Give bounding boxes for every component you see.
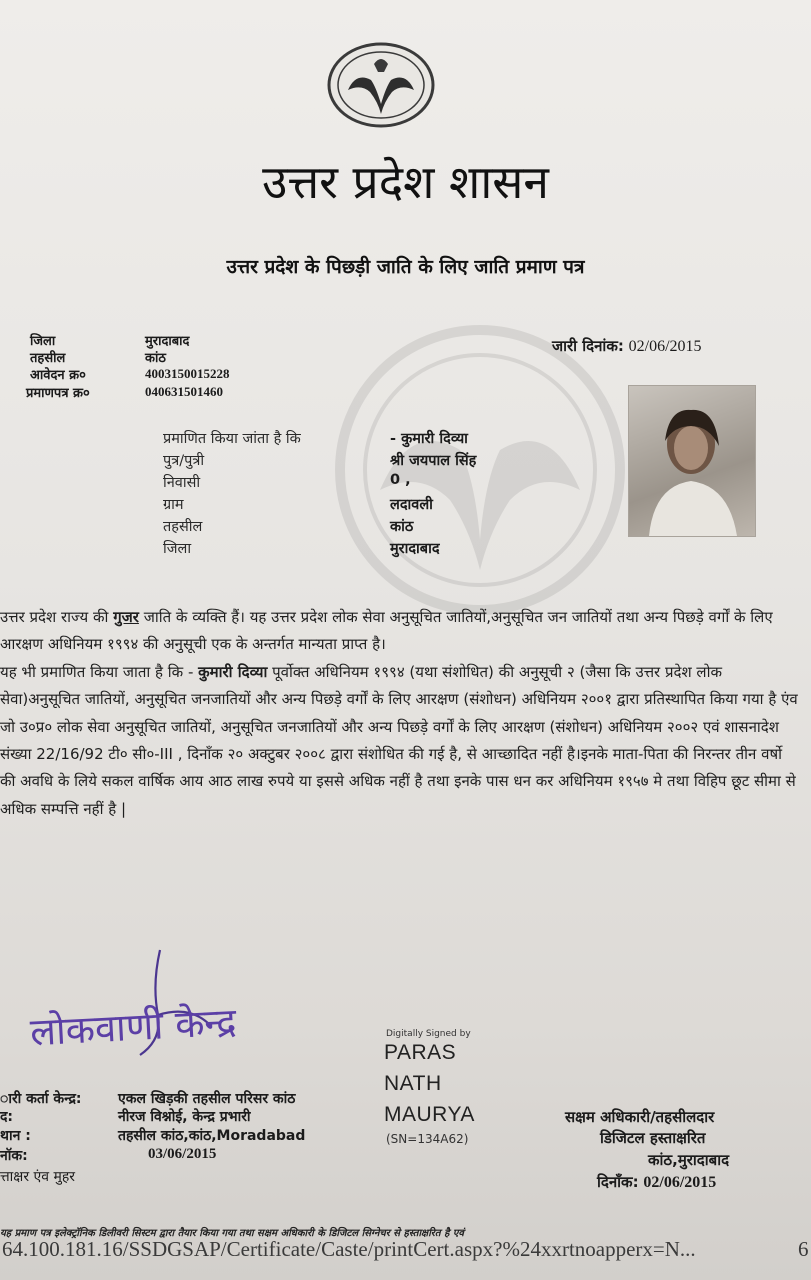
certificate-label: प्रमाणपत्र क्र०	[26, 386, 90, 401]
detail-tehsil-value: कांठ	[390, 519, 414, 535]
digital-sign-caption: Digitally Signed by	[386, 1029, 471, 1039]
parent-label: पुत्र/पुत्री	[163, 453, 205, 469]
authority-place: कांठ,मुरादाबाद	[648, 1151, 730, 1169]
certificate-subtitle: उत्तर प्रदेश के पिछड़ी जाति के लिए जाति प्रमाण पत्र	[226, 256, 585, 278]
authority-signed: डिजिटल हस्ताक्षरित	[600, 1129, 706, 1147]
date-value: 03/06/2015	[148, 1146, 217, 1162]
detail-district-value: मुरादाबाद	[390, 541, 440, 557]
officer-label: द:	[0, 1109, 14, 1125]
page-fragment: 6	[798, 1237, 809, 1261]
signer-name-3: MAURYA	[384, 1103, 475, 1126]
place-label: थान :	[0, 1128, 31, 1144]
center-label: ारी कर्ता केन्द्र:	[0, 1091, 82, 1107]
footer-note: यह प्रमाण पत्र इलेक्ट्रॉनिक डिलीवरी सिस्टम द्वारा तैयार किया गया तथा सक्षम अधिकारी के डिजिटल सिग्नेचर से हस्ताक्षरित है एवं	[0, 1228, 464, 1239]
authority-title: सक्षम अधिकारी/तहसीलदार	[565, 1108, 715, 1126]
application-label: आवेदन क्र०	[30, 368, 86, 383]
issue-date-value: 02/06/2015	[628, 338, 702, 355]
certified-label: प्रमाणित किया जांता है कि	[163, 431, 301, 447]
tehsil-value: कांठ	[145, 351, 166, 366]
paragraph-text: उत्तर प्रदेश राज्य की	[0, 608, 114, 626]
district-value: मुरादाबाद	[145, 334, 190, 349]
signer-name-2: NATH	[384, 1072, 442, 1095]
up-emblem-icon	[326, 42, 436, 128]
signer-name-1: PARAS	[384, 1041, 457, 1064]
issue-date	[552, 336, 702, 356]
resident-value: 0 ,	[390, 472, 411, 488]
signature-label: त्ताक्षर एंव मुहर	[0, 1169, 76, 1185]
village-label: ग्राम	[163, 497, 184, 513]
paragraph-caste	[0, 604, 800, 659]
authority-date-value: 02/06/2015	[643, 1174, 717, 1191]
paragraph-text: जाति के व्यक्ति हैं। यह उत्तर प्रदेश लोक सेवा अनुसूचित जातियों,अनुसूचित जन जातियों तथा अन्य पिछड़े वर्गों के लिए आरक्षण अधिनियम १९९४ की अनुसूची एक के अन्तर्गत मान्यता प्राप्त है।	[0, 608, 773, 654]
application-number: 4003150015228	[145, 366, 230, 381]
center-value: एकल खिड़की तहसील परिसर कांठ	[118, 1091, 296, 1107]
page-title: उत्तर प्रदेश शासन	[262, 155, 549, 209]
resident-label: निवासी	[163, 475, 201, 491]
paragraph-income	[0, 659, 800, 823]
watermark-emblem-icon	[300, 320, 660, 620]
certified-name: - कुमारी दिव्या	[390, 431, 468, 447]
issue-date-label: जारी दिनांक:	[552, 337, 624, 355]
officer-value: नीरज विश्नोई, केन्द्र प्रभारी	[118, 1109, 251, 1125]
print-url: 64.100.181.16/SSDGSAP/Certificate/Caste/printCert.aspx?%24xxrtnoapperx=N...	[2, 1237, 696, 1261]
village-value: लदावली	[390, 497, 433, 513]
parent-name: श्री जयपाल सिंह	[390, 453, 477, 469]
certificate-number: 040631501460	[145, 384, 223, 399]
stamp-script: लोकवाणी केन्द्र	[29, 999, 238, 1055]
caste-name: गुजर	[113, 608, 139, 626]
tehsil-label: तहसील	[30, 351, 66, 366]
applicant-photo	[628, 385, 756, 537]
authority-date-label: दिनाँक:	[597, 1173, 639, 1191]
applicant-name: कुमारी दिव्या	[198, 662, 268, 681]
authority-date	[597, 1172, 716, 1192]
paragraph-text: पूर्वोक्त अधिनियम १९९४ (यथा संशोधित) की अनुसूची २ (जैसा कि उत्तर प्रदेश लोक सेवा)अनुसूचित जातियों, अनुसूचित जनजातियों और अन्य पिछड़े वर्गों के लिए आरक्षण (संशोधन) अधिनियम २००१ द्वारा प्रतिस्थापित किया गया है एंव जो उ०प्र० लोक सेवा अनुसूचित जातियों, अनुसूचित जनजातियों और अन्य पिछड़े वर्गों के लिए आरक्षण (संशोधन) अधिनियम २००२ एवं शासनादेश संख्या 22/16/92 टी० सी०-III , दिनाँक २० अक्टुबर २००८ द्वारा संशोधित की गई है, से आच्छादित नहीं है।इनके माता-पिता की निरन्तर तीन वर्षो की अवधि के लिये सकल वार्षिक आय आठ लाख रुपये या इससे अधिक नहीं है तथा इनके पास धन कर अधिनियम १९५७ मे तथा विहिप छूट सीमा से अधिक सम्पत्ति नहीं है |	[0, 662, 798, 818]
certificate-body	[0, 604, 800, 823]
place-value: तहसील कांठ,कांठ,Moradabad	[118, 1128, 306, 1144]
paragraph-text: यह भी प्रमाणित किया जाता है कि -	[0, 662, 199, 681]
person-photo-icon	[629, 386, 755, 536]
date-label: नॉक:	[0, 1148, 28, 1164]
detail-district-label: जिला	[163, 541, 192, 557]
district-label: जिला	[30, 334, 56, 349]
signer-serial: (SN=134A62)	[386, 1132, 469, 1146]
detail-tehsil-label: तहसील	[163, 519, 203, 535]
